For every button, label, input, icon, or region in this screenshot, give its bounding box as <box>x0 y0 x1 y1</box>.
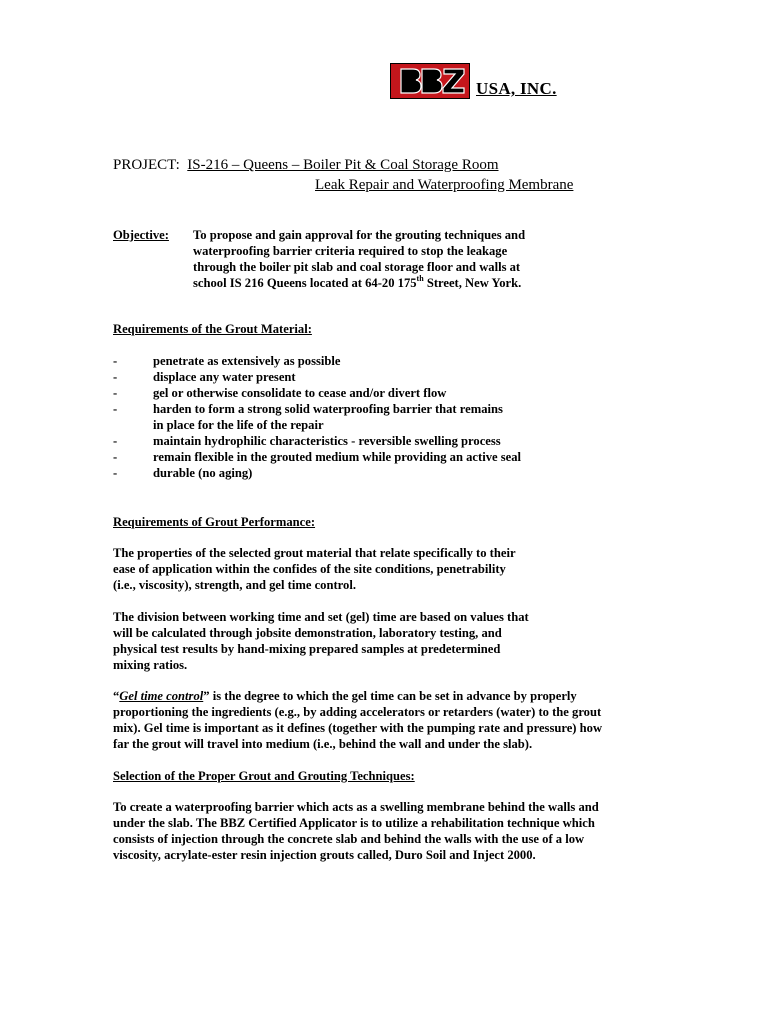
project-title-line-1 <box>113 156 499 174</box>
bbz-logo-mark-icon <box>391 64 468 97</box>
list-item: - durable (no aging) <box>113 466 253 480</box>
list-item: - maintain hydrophilic characteristics - reversible swelling process <box>113 434 501 448</box>
selection-heading: Selection of the Proper Grout and Grouting Techniques: <box>113 769 415 783</box>
paragraph-line: ease of application within the confides of the site conditions, penetrability <box>113 562 506 576</box>
performance-paragraph-2 <box>113 609 529 673</box>
paragraph-line: consists of injection through the concrete slab and behind the walls with the use of a low <box>113 832 585 846</box>
company-name: USA, INC. <box>476 79 557 98</box>
paragraph-line: under the slab. The BBZ Certified Applicator is to utilize a rehabilitation technique which <box>113 816 595 830</box>
project-label: PROJECT: <box>113 157 180 173</box>
gel-time-control-term: Gel time control <box>119 689 204 703</box>
objective-text <box>193 227 525 291</box>
paragraph-line: “Gel time control” is the degree to which the gel time can be set in advance by properly <box>113 689 577 703</box>
paragraph-line: proportioning the ingredients (e.g., by adding accelerators or retarders (water) to the grout <box>113 705 602 719</box>
list-item: - gel or otherwise consolidate to cease and/or divert flow <box>113 386 447 400</box>
list-item: - remain flexible in the grouted medium while providing an active seal <box>113 450 522 464</box>
paragraph-line: To create a waterproofing barrier which acts as a swelling membrane behind the walls and <box>113 800 599 814</box>
company-logo <box>390 63 470 99</box>
performance-paragraph-3 <box>113 688 602 752</box>
selection-paragraph <box>113 799 599 863</box>
paragraph-line: (i.e., viscosity), strength, and gel time control. <box>113 578 356 592</box>
paragraph-line: viscosity, acrylate-ester resin injection grouts called, Duro Soil and Inject 2000. <box>113 848 536 862</box>
list-item: - harden to form a strong solid waterproofing barrier that remains <box>113 402 503 416</box>
paragraph-line: far the grout will travel into medium (i.e., behind the wall and under the slab). <box>113 737 533 751</box>
list-item-continuation: in place for the life of the repair <box>153 418 324 432</box>
paragraph-line: will be calculated through jobsite demonstration, laboratory testing, and <box>113 626 502 640</box>
objective-line: waterproofing barrier criteria required to stop the leakage <box>193 244 508 258</box>
objective-label: Objective: <box>113 228 169 242</box>
paragraph-line: mix). Gel time is important as it defines (together with the pumping rate and pressure) how <box>113 721 603 735</box>
project-subtitle: Leak Repair and Waterproofing Membrane <box>315 177 574 193</box>
paragraph-line: mixing ratios. <box>113 658 188 672</box>
paragraph-line: The properties of the selected grout material that relate specifically to their <box>113 546 516 560</box>
list-item: - penetrate as extensively as possible <box>113 354 341 368</box>
paragraph-line: The division between working time and set (gel) time are based on values that <box>113 610 529 624</box>
grout-performance-heading: Requirements of Grout Performance: <box>113 515 316 529</box>
performance-paragraph-1 <box>113 545 516 593</box>
objective-line: school IS 216 Queens located at 64-20 175th Street, New York. <box>193 274 522 290</box>
objective-line: through the boiler pit slab and coal storage floor and walls at <box>193 260 521 274</box>
objective-line: To propose and gain approval for the grouting techniques and <box>193 228 526 242</box>
grout-material-heading: Requirements of the Grout Material: <box>113 322 312 336</box>
paragraph-line: physical test results by hand-mixing prepared samples at predetermined <box>113 642 501 656</box>
grout-material-list <box>113 353 633 493</box>
list-item: - displace any water present <box>113 370 296 384</box>
project-title: IS-216 – Queens – Boiler Pit & Coal Storage Room <box>187 157 499 173</box>
